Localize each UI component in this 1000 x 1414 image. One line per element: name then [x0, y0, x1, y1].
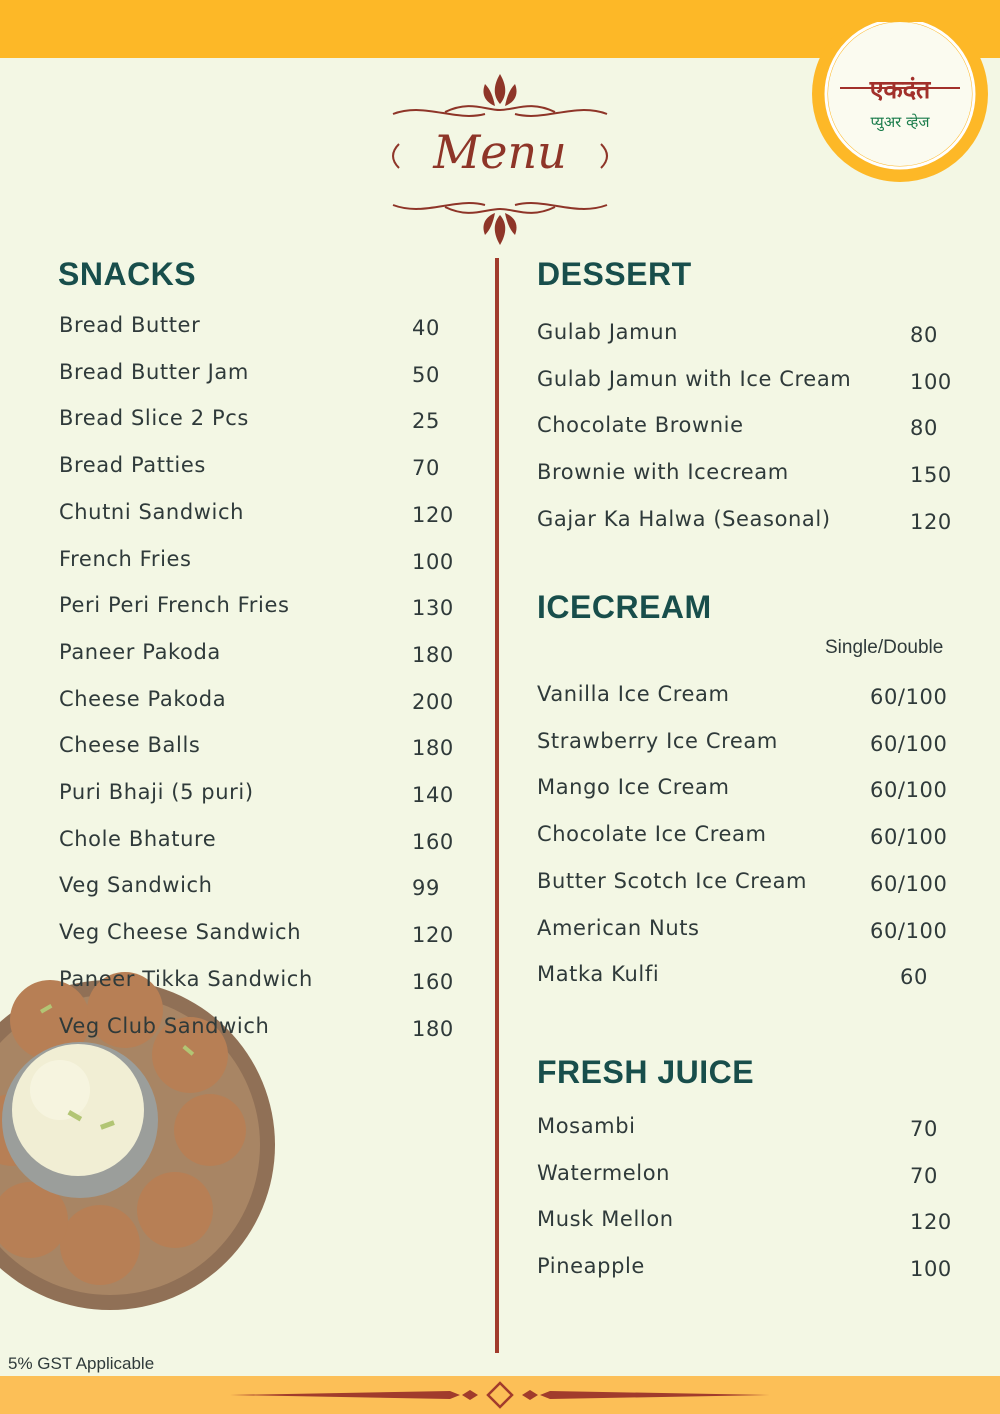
- snacks-item-price: 120: [412, 923, 454, 948]
- snacks-item-name: Veg Cheese Sandwich: [59, 920, 302, 945]
- icecream-item-name: Chocolate Ice Cream: [537, 822, 767, 847]
- snacks-item-price: 50: [412, 362, 440, 387]
- snacks-item-name: Cheese Balls: [59, 733, 201, 758]
- icecream-item-price: 60/100: [870, 825, 948, 850]
- icecream-item-name: Vanilla Ice Cream: [537, 682, 730, 706]
- icecream-price-header: Single/Double: [825, 637, 944, 658]
- fresh-juice-item-price: 70: [910, 1163, 938, 1188]
- snacks-item-name: Puri Bhaji (5 puri): [59, 780, 254, 804]
- menu-title: Menu: [433, 125, 567, 179]
- snacks-item-name: Bread Butter: [59, 313, 201, 337]
- icecream-item-price: 60/100: [870, 918, 948, 943]
- snacks-item-name: Veg Club Sandwich: [59, 1013, 270, 1038]
- dessert-item-name: Brownie with Icecream: [537, 460, 789, 485]
- snacks-item-price: 180: [412, 642, 454, 667]
- snacks-item-price: 140: [412, 783, 454, 807]
- fresh-juice-item-price: 120: [910, 1210, 952, 1235]
- icecream-heading: ICECREAM: [537, 589, 712, 625]
- snacks-item-name: Bread Patties: [59, 453, 206, 478]
- icecream-item-name: Matka Kulfi: [537, 962, 660, 987]
- dessert-item-name: Gulab Jamun with Ice Cream: [537, 366, 852, 391]
- icecream-item-price: 60/100: [870, 778, 948, 803]
- fresh-juice-item-price: 100: [910, 1257, 952, 1282]
- snacks-item-name: Veg Sandwich: [59, 873, 213, 898]
- snacks-item-price: 160: [412, 969, 454, 994]
- logo-tagline: प्युअर व्हेज: [870, 113, 930, 131]
- icecream-item-name: American Nuts: [537, 915, 700, 940]
- fresh-juice-item-name: Pineapple: [537, 1254, 645, 1279]
- bottom-ornament-icon: [230, 1380, 770, 1410]
- dessert-heading: DESSERT: [537, 256, 692, 292]
- dessert-item-price: 80: [910, 416, 938, 441]
- snacks-heading: SNACKS: [58, 256, 197, 292]
- fresh-juice-item-name: Musk Mellon: [537, 1207, 674, 1232]
- snacks-item-price: 100: [412, 549, 454, 574]
- snacks-item-price: 130: [412, 596, 454, 621]
- snacks-item-name: Chole Bhature: [59, 826, 217, 851]
- dessert-item-price: 100: [910, 369, 952, 394]
- icecream-item-price: 60: [900, 965, 928, 990]
- snacks-item-price: 70: [412, 456, 440, 481]
- snacks-item-price: 180: [412, 1016, 454, 1041]
- snacks-item-name: Chutni Sandwich: [59, 499, 245, 524]
- snacks-item-name: Bread Slice 2 Pcs: [59, 406, 249, 431]
- icecream-item-price: 60/100: [870, 685, 948, 709]
- snacks-item-name: Bread Butter Jam: [59, 359, 249, 384]
- icecream-item-name: Strawberry Ice Cream: [537, 728, 778, 753]
- logo-name: एकदंत: [869, 75, 931, 104]
- dessert-item-price: 80: [910, 323, 938, 347]
- fresh-juice-heading: FRESH JUICE: [537, 1054, 755, 1090]
- snacks-item-price: 160: [412, 829, 454, 854]
- snacks-item-name: French Fries: [59, 546, 192, 571]
- restaurant-logo: [810, 22, 990, 182]
- snacks-item-name: Cheese Pakoda: [59, 686, 227, 711]
- snacks-item-price: 25: [412, 409, 440, 434]
- snacks-item-price: 120: [412, 502, 454, 527]
- dessert-item-name: Gajar Ka Halwa (Seasonal): [537, 506, 831, 531]
- snacks-item-price: 200: [412, 689, 454, 714]
- dessert-item-name: Chocolate Brownie: [537, 413, 744, 438]
- icecream-item-price: 60/100: [870, 731, 948, 756]
- snacks-item-name: Paneer Pakoda: [59, 639, 221, 664]
- dessert-item-price: 120: [910, 509, 952, 534]
- fresh-juice-item-name: Watermelon: [537, 1160, 671, 1185]
- gst-note: 5% GST Applicable: [8, 1354, 155, 1373]
- icecream-item-name: Mango Ice Cream: [537, 775, 730, 800]
- dessert-item-price: 150: [910, 463, 952, 488]
- fresh-juice-item-name: Mosambi: [537, 1114, 636, 1138]
- snacks-item-price: 40: [412, 316, 440, 340]
- snacks-item-name: Peri Peri French Fries: [59, 593, 290, 618]
- snacks-item-price: 180: [412, 736, 454, 761]
- snacks-item-price: 99: [412, 876, 440, 901]
- column-divider: [495, 258, 499, 1353]
- fresh-juice-item-price: 70: [910, 1117, 938, 1141]
- icecream-item-price: 60/100: [870, 871, 948, 896]
- snacks-item-name: Paneer Tikka Sandwich: [59, 966, 313, 991]
- icecream-item-name: Butter Scotch Ice Cream: [537, 868, 808, 893]
- dessert-item-name: Gulab Jamun: [537, 320, 679, 344]
